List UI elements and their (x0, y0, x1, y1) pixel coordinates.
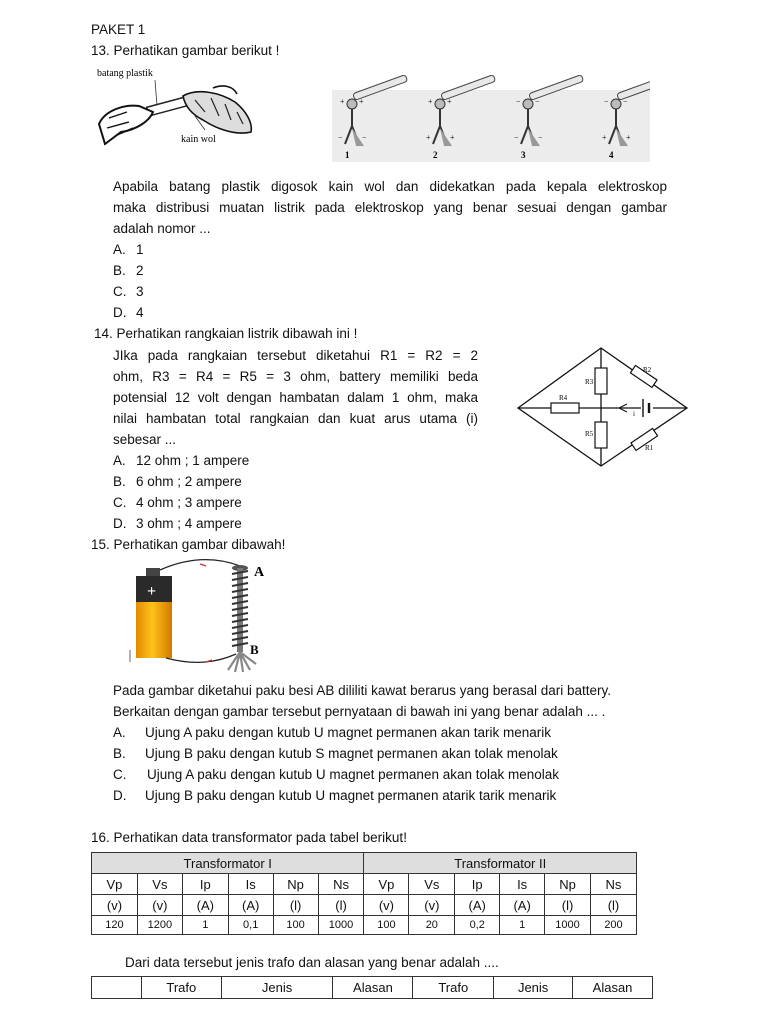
group-transformator-1: Transformator I (92, 853, 364, 874)
rod-label: batang plastik (97, 68, 153, 79)
label-a: A (254, 565, 265, 580)
label-r4: R4 (559, 394, 568, 402)
symbol-cell: Vp (364, 874, 409, 895)
answer-header-cell: Trafo (141, 977, 221, 999)
number-4: 4 (609, 150, 614, 160)
q13-option-a-letter: A. (113, 242, 126, 257)
q14-option-d-letter: D. (113, 516, 127, 531)
unit-cell: (l) (273, 895, 318, 916)
svg-text:+: + (450, 133, 455, 142)
q14-option-c-letter: C. (113, 495, 127, 510)
q13-line-1: Apabila batang plastik digosok kain wol dan didekatkan pada kepala elektroskop (113, 179, 667, 194)
symbol-cell: Ip (455, 874, 500, 895)
label-r2: R2 (643, 366, 652, 374)
q15-option-c-letter: C. (113, 767, 127, 782)
unit-cell: (l) (545, 895, 591, 916)
transformer-table (91, 852, 637, 935)
svg-text:−: − (514, 133, 519, 142)
value-cell: 20 (409, 916, 455, 935)
label-r3: R3 (585, 378, 594, 386)
symbol-cell: Ip (182, 874, 228, 895)
label-r1: R1 (645, 444, 654, 452)
svg-text:+: + (340, 97, 345, 106)
svg-text:+: + (626, 133, 631, 142)
unit-cell: (v) (92, 895, 138, 916)
value-cell: 1 (182, 916, 228, 935)
q13-option-c-text: 3 (136, 284, 144, 299)
svg-text:−: − (338, 133, 343, 142)
label-current: i (633, 410, 635, 418)
symbol-cell: Np (273, 874, 318, 895)
answer-header-cell: Alasan (573, 977, 653, 999)
q14-option-d-text: 3 ohm ; 4 ampere (136, 516, 242, 531)
q14-line-5: sebesar ... (113, 432, 177, 447)
answer-header-cell: Jenis (221, 977, 333, 999)
svg-text:−: − (604, 97, 609, 106)
unit-cell: (A) (182, 895, 228, 916)
q13-title: 13. Perhatikan gambar berikut ! (91, 43, 280, 58)
value-cell: 1000 (318, 916, 364, 935)
q16-question: Dari data tersebut jenis trafo dan alasan yang benar adalah .... (125, 955, 499, 970)
value-cell: 0,1 (228, 916, 273, 935)
label-b: B (250, 642, 259, 657)
answer-header-cell: Jenis (494, 977, 573, 999)
answer-table (91, 976, 653, 999)
paket-title: PAKET 1 (91, 22, 146, 37)
svg-text:−: − (535, 97, 540, 106)
q14-line-4: nilai hambatan total rangkaian dan kuat arus utama (i) (113, 411, 478, 426)
cloth-label: kain wol (181, 134, 216, 145)
q15-option-b-text: Ujung B paku dengan kutub S magnet permanen akan tolak menolak (145, 746, 558, 761)
unit-cell: (v) (409, 895, 455, 916)
number-2: 2 (433, 150, 438, 160)
circuit-diagram (515, 344, 691, 468)
electromagnet-figure (126, 558, 276, 680)
q14-option-b-text: 6 ohm ; 2 ampere (136, 474, 242, 489)
group-transformator-2: Transformator II (364, 853, 637, 874)
q16-title: 16. Perhatikan data transformator pada tabel berikut! (91, 830, 407, 845)
q13-option-b-letter: B. (113, 263, 126, 278)
q14-line-2: ohm, R3 = R4 = R5 = 3 ohm, battery memiliki beda (113, 369, 478, 384)
unit-row (92, 895, 637, 916)
unit-cell: (A) (455, 895, 500, 916)
value-cell: 1 (500, 916, 545, 935)
svg-text:−: − (538, 133, 543, 142)
q14-option-c-text: 4 ohm ; 3 ampere (136, 495, 242, 510)
value-row (92, 916, 637, 935)
q14-option-a-text: 12 ohm ; 1 ampere (136, 453, 250, 468)
symbol-cell: Is (228, 874, 273, 895)
q13-option-c-letter: C. (113, 284, 127, 299)
svg-text:+: + (428, 97, 433, 106)
q14-option-a-letter: A. (113, 453, 126, 468)
symbol-cell: Np (545, 874, 591, 895)
q14-line-1: JIka pada rangkaian tersebut diketahui R1 = R2 = 2 (113, 348, 478, 363)
value-cell: 100 (273, 916, 318, 935)
q15-line-1: Pada gambar diketahui paku besi AB dililiti kawat berarus yang berasal dari battery. (113, 683, 612, 698)
value-cell: 1000 (545, 916, 591, 935)
symbol-cell: Ns (318, 874, 364, 895)
value-cell: 0,2 (455, 916, 500, 935)
q15-option-a-letter: A. (113, 725, 126, 740)
unit-cell: (A) (500, 895, 545, 916)
answer-header-row (92, 977, 653, 999)
q15-line-2: Berkaitan dengan gambar tersebut pernyataan di bawah ini yang benar adalah ... . (113, 704, 606, 719)
label-r5: R5 (585, 430, 594, 438)
svg-text:−: − (516, 97, 521, 106)
answer-header-cell: Alasan (333, 977, 413, 999)
unit-cell: (v) (137, 895, 182, 916)
answer-header-cell (92, 977, 142, 999)
rubbing-rod-figure (95, 66, 265, 156)
q15-option-a-text: Ujung A paku dengan kutub U magnet permanen akan tarik menarik (145, 725, 552, 740)
q14-line-3: potensial 12 volt dengan hambatan dalam 1 ohm, maka (113, 390, 478, 405)
q15-option-b-letter: B. (113, 746, 126, 761)
q13-option-a-text: 1 (136, 242, 144, 257)
value-cell: 100 (364, 916, 409, 935)
q15-option-d-letter: D. (113, 788, 127, 803)
svg-text:+: + (359, 97, 364, 106)
q13-line-3: adalah nomor ... (113, 221, 211, 236)
q15-option-c-text: Ujung A paku dengan kutub U magnet permanen akan tolak menolak (147, 767, 560, 782)
symbol-cell: Vs (137, 874, 182, 895)
svg-text:−: − (362, 133, 367, 142)
q15-title: 15. Perhatikan gambar dibawah! (91, 537, 286, 552)
q15-option-d-text: Ujung B paku dengan kutub U magnet permanen atarik tarik menarik (145, 788, 557, 803)
unit-cell: (A) (228, 895, 273, 916)
svg-text:+: + (426, 133, 431, 142)
unit-cell: (v) (364, 895, 409, 916)
symbol-cell: Is (500, 874, 545, 895)
symbol-cell: Vp (92, 874, 138, 895)
q13-option-d-text: 4 (136, 305, 144, 320)
q13-option-d-letter: D. (113, 305, 127, 320)
svg-text:−: − (623, 97, 628, 106)
svg-text:+: + (602, 133, 607, 142)
q14-option-b-letter: B. (113, 474, 126, 489)
answer-header-cell: Trafo (413, 977, 494, 999)
value-cell: 1200 (137, 916, 182, 935)
q13-option-b-text: 2 (136, 263, 144, 278)
symbol-cell: Vs (409, 874, 455, 895)
electroscope-figure (332, 68, 650, 162)
q14-title: 14. Perhatikan rangkaian listrik dibawah ini ! (94, 326, 358, 341)
svg-text:+: + (447, 97, 452, 106)
value-cell: 200 (591, 916, 637, 935)
number-1: 1 (345, 150, 350, 160)
symbol-row (92, 874, 637, 895)
value-cell: 120 (92, 916, 138, 935)
unit-cell: (l) (591, 895, 637, 916)
battery-plus-sign: + (147, 583, 157, 600)
symbol-cell: Ns (591, 874, 637, 895)
q13-line-2: maka distribusi muatan listrik pada elektroskop yang benar sesuai dengan gambar (113, 200, 667, 215)
unit-cell: (l) (318, 895, 364, 916)
number-3: 3 (521, 150, 526, 160)
